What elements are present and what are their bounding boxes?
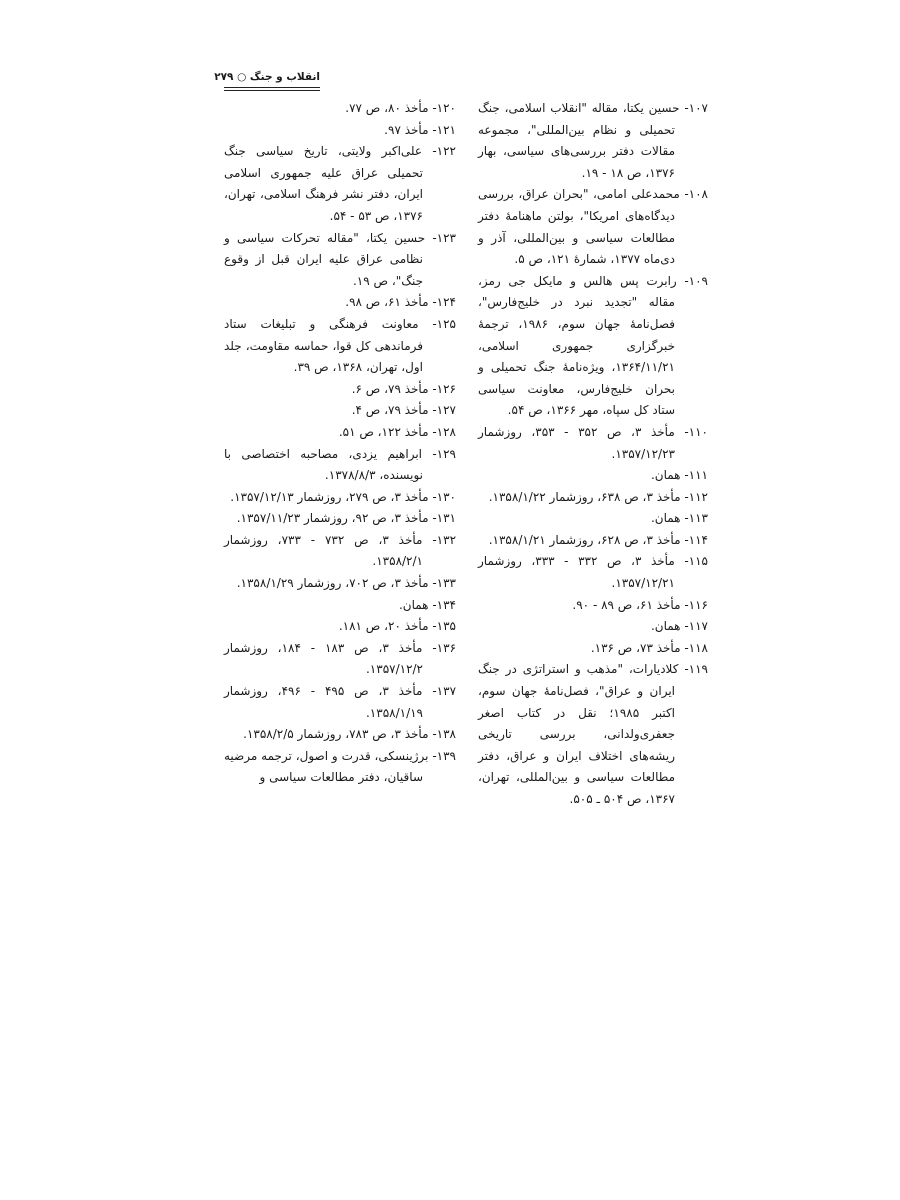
endnote-136: ۱۳۶- مأخذ ۳، ص ۱۸۳ - ۱۸۴، روزشمار ۱۳۵۷/۱۲/۲. xyxy=(224,640,457,677)
endnote-109: ۱۰۹- رابرت پس هالس و مایکل جی رمز، مقاله "تجدید نبرد در خلیج‌فارس"، فصل‌نامهٔ جهان سوم، ۱۹۸۶، ترجمهٔ خبرگزاری جمهوری اسلامی، ۱۳۶۴/۱۱/۲۱، ویژه‌نامهٔ جنگ تحمیلی و بحران خلیج‌فارس، معاونت سیاسی ستاد کل سپاه، مهر ۱۳۶۶، ص ۵۴. xyxy=(478,273,708,418)
notes-column-right xyxy=(478,98,708,811)
endnote-112: ۱۱۲- مأخذ ۳، ص ۶۳۸، روزشمار ۱۳۵۸/۱/۲۲. xyxy=(488,489,708,504)
endnote-107: ۱۰۷- حسین یکتا، مقاله "انقلاب اسلامی، جنگ تحمیلی و نظام بین‌المللی"، مجموعه مقالات دفتر بررسی‌های سیاسی، بهار ۱۳۷۶، ص ۱۸ - ۱۹. xyxy=(478,101,708,180)
endnote-108: ۱۰۸- محمدعلی امامی، "بحران عراق، بررسی دیدگاه‌های امریکا"، بولتن ماهنامهٔ دفتر مطالعات سیاسی و بین‌المللی، آذر و دی‌ماه ۱۳۷۷، شمارهٔ ۱۲۱، ص ۵. xyxy=(478,187,708,267)
endnote-113: ۱۱۳- همان. xyxy=(650,511,708,526)
header-rule-bottom xyxy=(224,90,320,91)
endnote-135: ۱۳۵- مأخذ ۲۰، ص ۱۸۱. xyxy=(338,619,456,634)
endnote-118: ۱۱۸- مأخذ ۷۳، ص ۱۳۶. xyxy=(590,640,708,655)
endnote-116: ۱۱۶- مأخذ ۶۱، ص ۸۹ - ۹۰. xyxy=(572,597,708,612)
endnote-131: ۱۳۱- مأخذ ۳، ص ۹۲، روزشمار ۱۳۵۷/۱۱/۲۳. xyxy=(236,511,456,526)
endnote-129: ۱۲۹- ابراهیم یزدی، مصاحبه اختصاصی با نویسنده، ۱۳۷۸/۸/۳. xyxy=(224,446,456,483)
endnote-119: ۱۱۹- کلادیارات، "مذهب و استراتژی در جنگ ایران و عراق"، فصل‌نامهٔ جهان سوم، اکتبر ۱۹۸۵؛ نقل در کتاب اصغر جعفری‌ولدانی، بررسی تاریخی ریشه‌های اختلاف ایران و عراق، دفتر مطالعات سیاسی و بین‌المللی، تهران، ۱۳۶۷، ص ۵۰۴ ـ ۵۰۵. xyxy=(478,662,708,806)
endnote-137: ۱۳۷- مأخذ ۳، ص ۴۹۵ - ۴۹۶، روزشمار ۱۳۵۸/۱/۱۹. xyxy=(224,684,457,720)
endnote-128: ۱۲۸- مأخذ ۱۲۲، ص ۵۱. xyxy=(338,424,456,439)
endnote-127: ۱۲۷- مأخذ ۷۹، ص ۴. xyxy=(351,403,456,418)
endnote-115: ۱۱۵- مأخذ ۳، ص ۳۳۲ - ۳۳۳، روزشمار ۱۳۵۷/۱۲/۲۱. xyxy=(478,554,708,591)
endnote-124: ۱۲۴- مأخذ ۶۱، ص ۹۸. xyxy=(345,295,456,310)
endnote-126: ۱۲۶- مأخذ ۷۹، ص ۶. xyxy=(351,381,456,396)
running-title: انقلاب و جنگ ○ ۲۷۹ xyxy=(214,71,320,83)
endnote-123: ۱۲۳- حسین یکتا، "مقاله تحرکات سیاسی و نظامی عراق علیه ایران قبل از وقوع جنگ"، ص ۱۹. xyxy=(224,230,456,288)
endnote-122: ۱۲۲- علی‌اکبر ولایتی، تاریخ سیاسی جنگ تحمیلی عراق علیه جمهوری اسلامی ایران، دفتر نشر فرهنگ اسلامی، تهران، ۱۳۷۶، ص ۵۳ - ۵۴. xyxy=(224,144,456,223)
endnote-125: ۱۲۵- معاونت فرهنگی و تبلیغات ستاد فرماندهی کل قوا، حماسه مقاومت، جلد اول، تهران، ۱۳۶۸، ص ۳۹. xyxy=(224,316,456,375)
header-rule-top xyxy=(224,87,320,88)
endnote-110: ۱۱۰- مأخذ ۳، ص ۳۵۲ - ۳۵۳، روزشمار ۱۳۵۷/۱۲/۲۳. xyxy=(478,424,708,461)
endnote-114: ۱۱۴- مأخذ ۳، ص ۶۲۸، روزشمار ۱۳۵۸/۱/۲۱. xyxy=(488,532,708,547)
endnote-121: ۱۲۱- مأخذ ۹۷. xyxy=(384,122,456,137)
running-head xyxy=(214,70,320,92)
endnote-132: ۱۳۲- مأخذ ۳، ص ۷۳۲ - ۷۳۳، روزشمار ۱۳۵۸/۲/۱. xyxy=(224,532,457,569)
endnote-138: ۱۳۸- مأخذ ۳، ص ۷۸۳، روزشمار ۱۳۵۸/۲/۵. xyxy=(243,727,456,742)
notes-column-left xyxy=(224,98,456,789)
endnote-139: ۱۳۹- برژینسکی، قدرت و اصول، ترجمه مرضیه ساقیان، دفتر مطالعات سیاسی و xyxy=(224,748,456,785)
endnote-134: ۱۳۴- همان. xyxy=(398,597,456,612)
endnote-117: ۱۱۷- همان. xyxy=(650,619,708,634)
endnote-133: ۱۳۳- مأخذ ۳، ص ۷۰۲، روزشمار ۱۳۵۸/۱/۲۹. xyxy=(236,576,456,591)
endnote-130: ۱۳۰- مأخذ ۳، ص ۲۷۹، روزشمار ۱۳۵۷/۱۲/۱۳. xyxy=(230,489,456,504)
endnote-111: ۱۱۱- همان. xyxy=(650,468,708,483)
endnote-120: ۱۲۰- مأخذ ۸۰، ص ۷۷. xyxy=(345,101,456,115)
